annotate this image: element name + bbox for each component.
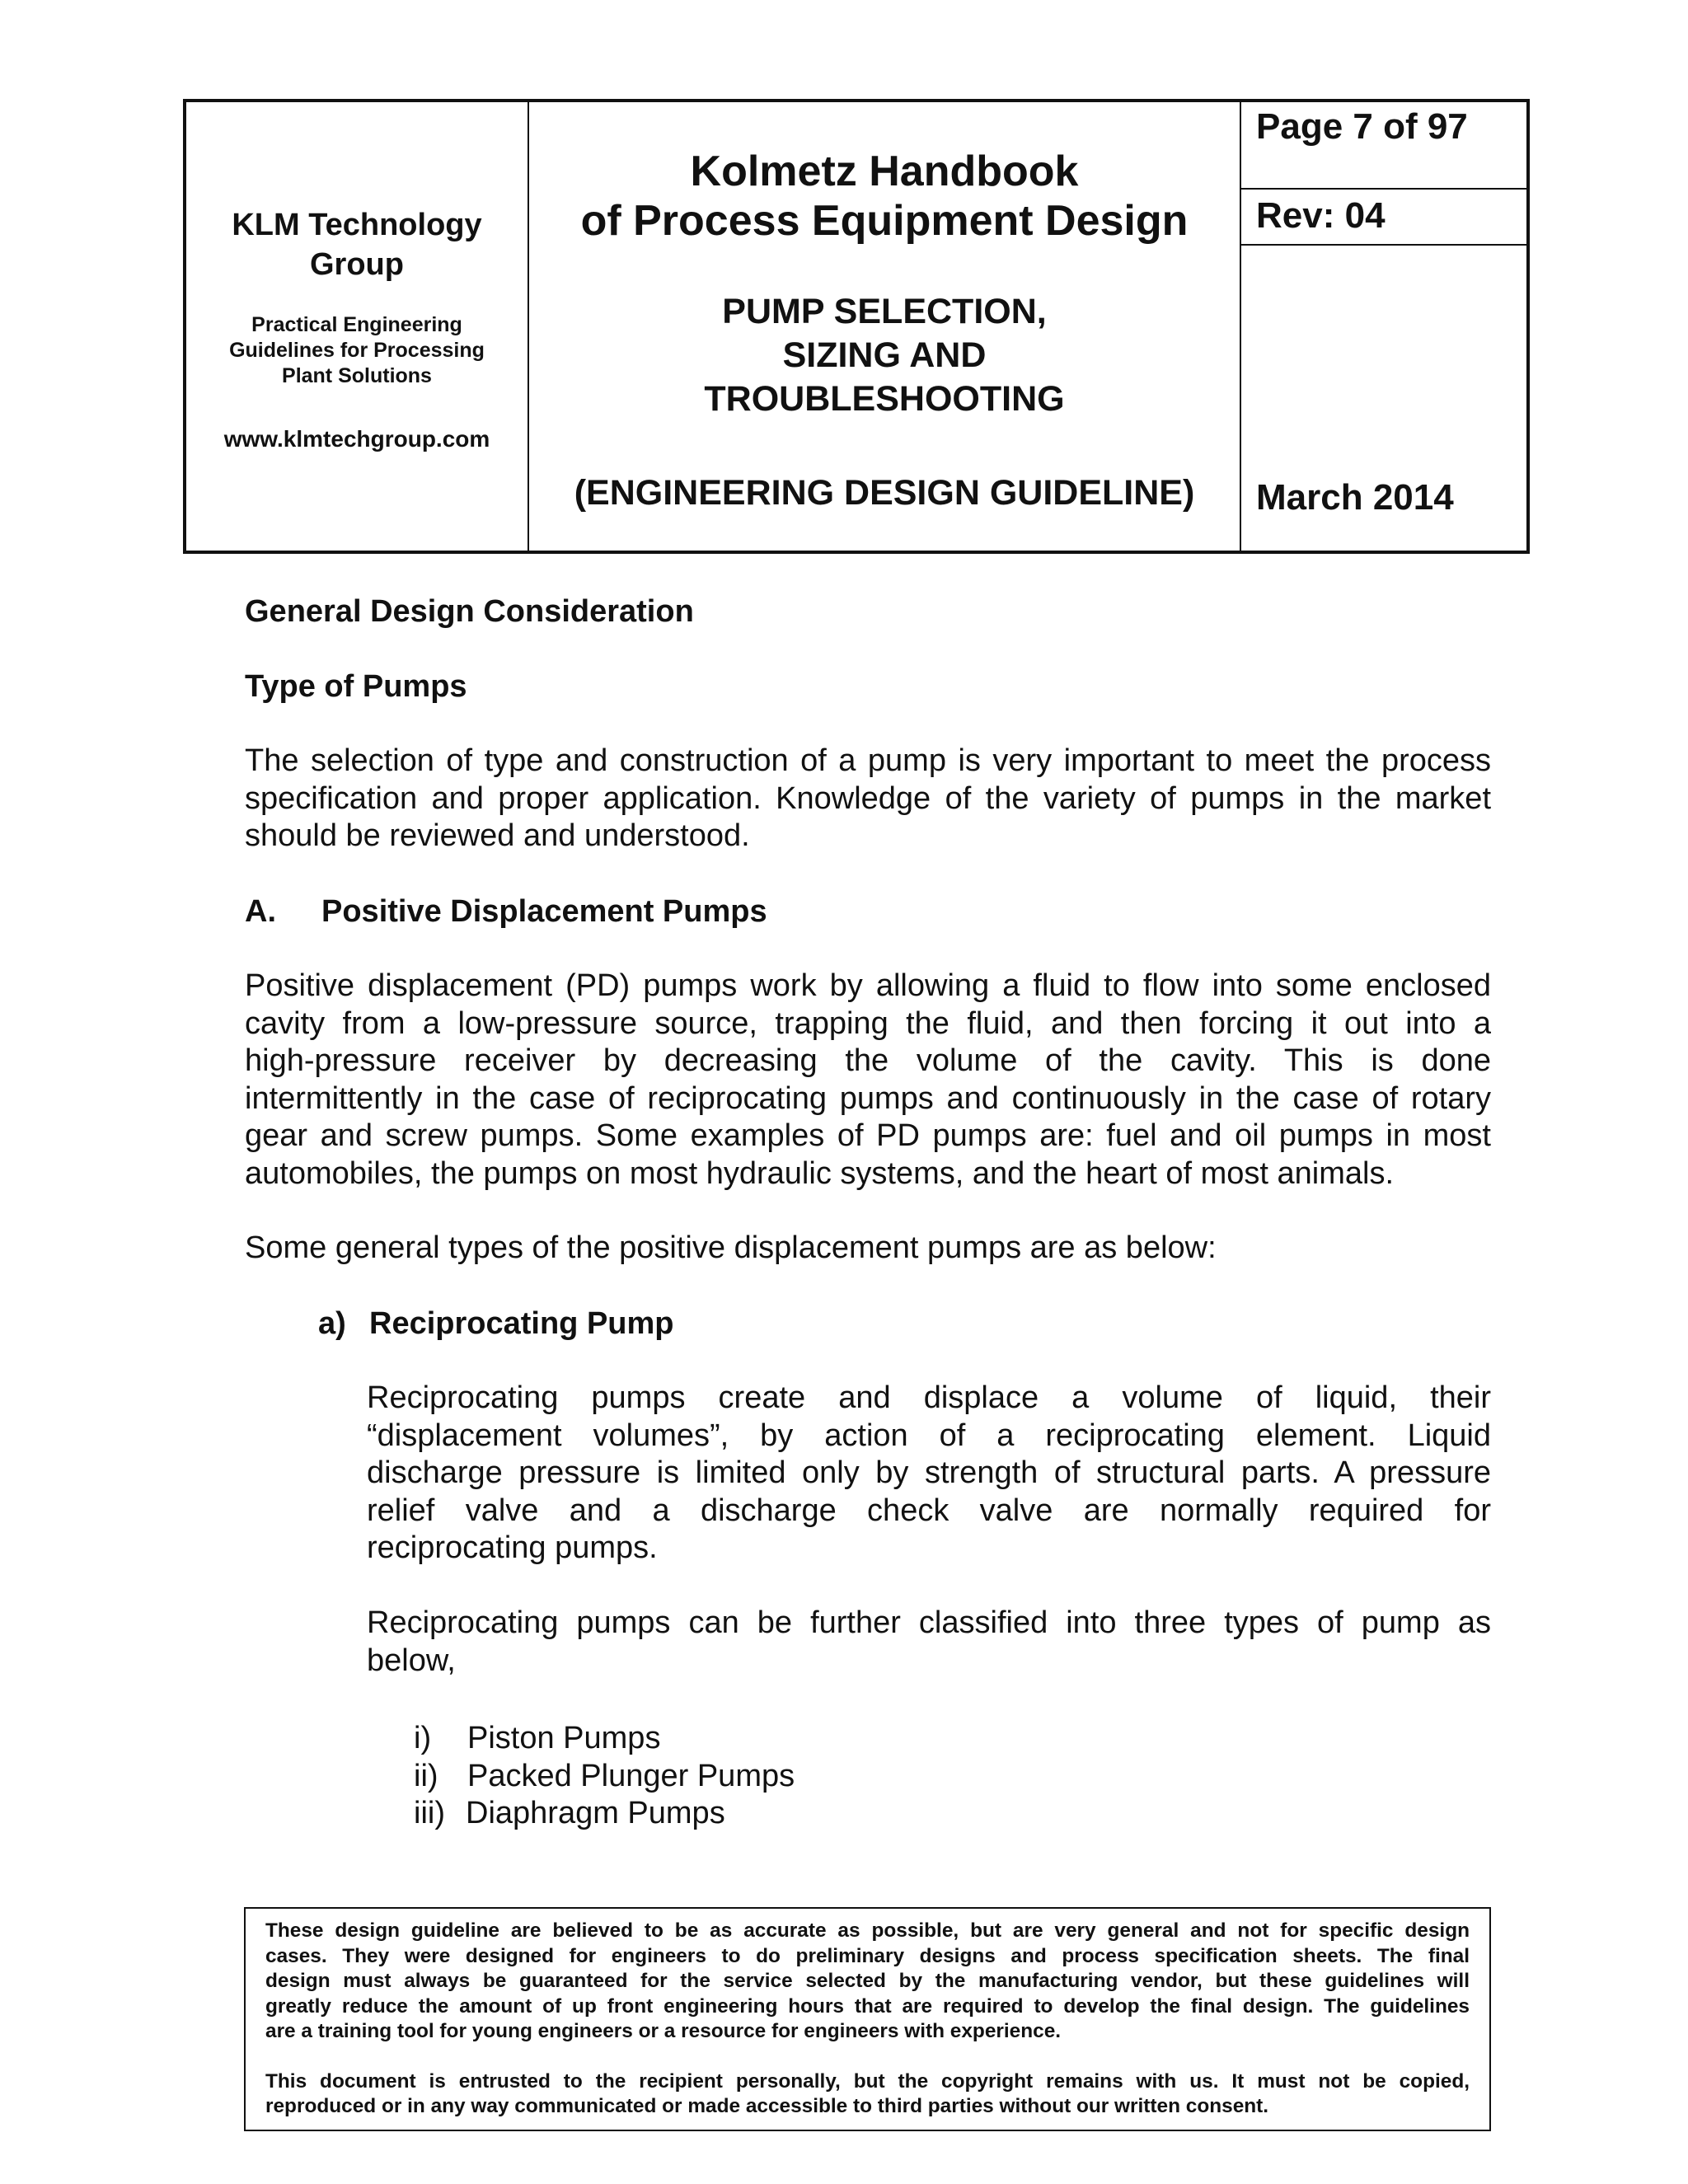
- heading-text: Reciprocating Pump: [369, 1306, 674, 1341]
- reciprocating-paragraph: [367, 1380, 1491, 1568]
- paragraph-line: “displacement volumes”, by action of a reciprocating element. Liquid: [367, 1418, 1491, 1453]
- paragraph-line: reciprocating pumps.: [367, 1530, 658, 1565]
- document-header-table: [183, 99, 1530, 554]
- disclaimer-line: are a training tool for young engineers or a resource for engineers with experience.: [265, 2020, 1062, 2042]
- heading-marker: a): [318, 1306, 346, 1341]
- paragraph-line: The selection of type and construction of a pump is very important to meet the process: [245, 743, 1491, 778]
- paragraph-line: specification and proper application. Knowledge of the variety of pumps in the market: [245, 780, 1491, 816]
- paragraph-line: cavity from a low-pressure source, trapping the fluid, and then forcing it out into a: [245, 1005, 1491, 1041]
- document-title-line: TROUBLESHOOTING: [704, 379, 1065, 419]
- document-title-line: PUMP SELECTION,: [722, 292, 1047, 331]
- tagline-line: Guidelines for Processing: [229, 339, 485, 362]
- document-title-cell: [529, 102, 1241, 551]
- paragraph-line: automobiles, the pumps on most hydraulic systems, and the heart of most animals.: [245, 1155, 1394, 1191]
- paragraph-line: high-pressure receiver by decreasing the volume of the cavity. This is done: [245, 1043, 1491, 1078]
- list-item: [414, 1720, 795, 1758]
- company-name: [186, 205, 528, 284]
- document-meta-cell: [1241, 102, 1530, 551]
- heading-text: Positive Displacement Pumps: [321, 894, 767, 929]
- disclaimer-line: design must always be guaranteed for the service selected by the manufacturing vendor, but these guidelines will: [265, 1970, 1470, 1992]
- disclaimer-line: cases. They were designed for engineers to do preliminary designs and process specification sheets. The final: [265, 1944, 1470, 1967]
- heading-marker: A.: [245, 894, 276, 929]
- subsection-heading: Type of Pumps: [245, 669, 467, 704]
- page-number-cell: [1241, 102, 1530, 190]
- company-name-line-1: KLM Technology: [232, 208, 482, 242]
- list-marker: iii): [414, 1796, 445, 1830]
- page-number: Page 7 of 97: [1256, 106, 1468, 147]
- revision-number: Rev: 04: [1256, 195, 1386, 236]
- paragraph-line: intermittently in the case of reciprocating pumps and continuously in the case of rotary: [245, 1080, 1491, 1116]
- handbook-title-line-1: Kolmetz Handbook: [690, 148, 1079, 195]
- company-name-line-2: Group: [310, 247, 404, 282]
- paragraph-line: should be reviewed and understood.: [245, 818, 750, 853]
- revision-cell: [1241, 190, 1530, 246]
- pump-types-list: [414, 1720, 795, 1833]
- handbook-title: [529, 147, 1240, 246]
- intro-paragraph: [245, 743, 1491, 855]
- paragraph-line: discharge pressure is limited only by strength of structural parts. A pressure: [367, 1455, 1491, 1490]
- list-item-label: Diaphragm Pumps: [466, 1796, 725, 1830]
- section-heading: General Design Consideration: [245, 594, 694, 629]
- date-cell: [1241, 246, 1530, 551]
- disclaimer-line: greatly reduce the amount of up front engineering hours that are required to develop the final design. The guidelines: [265, 1994, 1470, 2018]
- issue-date: March 2014: [1256, 477, 1454, 518]
- paragraph-line: gear and screw pumps. Some examples of PD pumps are: fuel and oil pumps in most: [245, 1118, 1491, 1153]
- document-title: [529, 290, 1240, 421]
- handbook-title-line-2: of Process Equipment Design: [580, 197, 1189, 245]
- disclaimer-line: These design guideline are believed to be as accurate as possible, but are very general and not for specific design: [265, 1919, 1470, 1942]
- company-info-cell: [186, 102, 529, 551]
- list-marker: i): [414, 1721, 432, 1755]
- guideline-type: (ENGINEERING DESIGN GUIDELINE): [574, 473, 1195, 513]
- paragraph-line: Positive displacement (PD) pumps work by allowing a fluid to flow into some enclosed: [245, 968, 1491, 1003]
- general-types-sentence: Some general types of the positive displacement pumps are as below:: [245, 1230, 1217, 1265]
- classification-paragraph: [367, 1605, 1491, 1680]
- disclaimer-paragraph: [265, 1919, 1470, 2045]
- paragraph-line: Reciprocating pumps can be further classified into three types of pump as: [367, 1605, 1491, 1640]
- reciprocating-pump-heading: [318, 1305, 674, 1343]
- copyright-paragraph: [265, 2069, 1470, 2120]
- list-item-label: Piston Pumps: [467, 1721, 661, 1755]
- list-item: [414, 1795, 795, 1833]
- document-title-line: SIZING AND: [782, 335, 987, 375]
- list-item-label: Packed Plunger Pumps: [467, 1758, 795, 1793]
- paragraph-line: relief valve and a discharge check valve are normally required for: [367, 1493, 1491, 1528]
- pd-pumps-heading: [245, 893, 767, 930]
- disclaimer-line: reproduced or in any way communicated or made accessible to third parties without our written consent.: [265, 2095, 1269, 2117]
- list-marker: ii): [414, 1758, 438, 1793]
- paragraph-line: Reciprocating pumps create and displace a volume of liquid, their: [367, 1380, 1491, 1415]
- pd-pumps-paragraph: [245, 968, 1491, 1193]
- company-website: www.klmtechgroup.com: [223, 426, 490, 452]
- paragraph-line: below,: [367, 1643, 456, 1678]
- list-item: [414, 1758, 795, 1796]
- tagline-line: Plant Solutions: [282, 364, 432, 387]
- disclaimer-line: This document is entrusted to the recipient personally, but the copyright remains with us. It must not be copied,: [265, 2069, 1470, 2093]
- tagline-line: Practical Engineering: [251, 313, 462, 336]
- disclaimer-box: [244, 1907, 1491, 2131]
- company-tagline: [186, 312, 528, 389]
